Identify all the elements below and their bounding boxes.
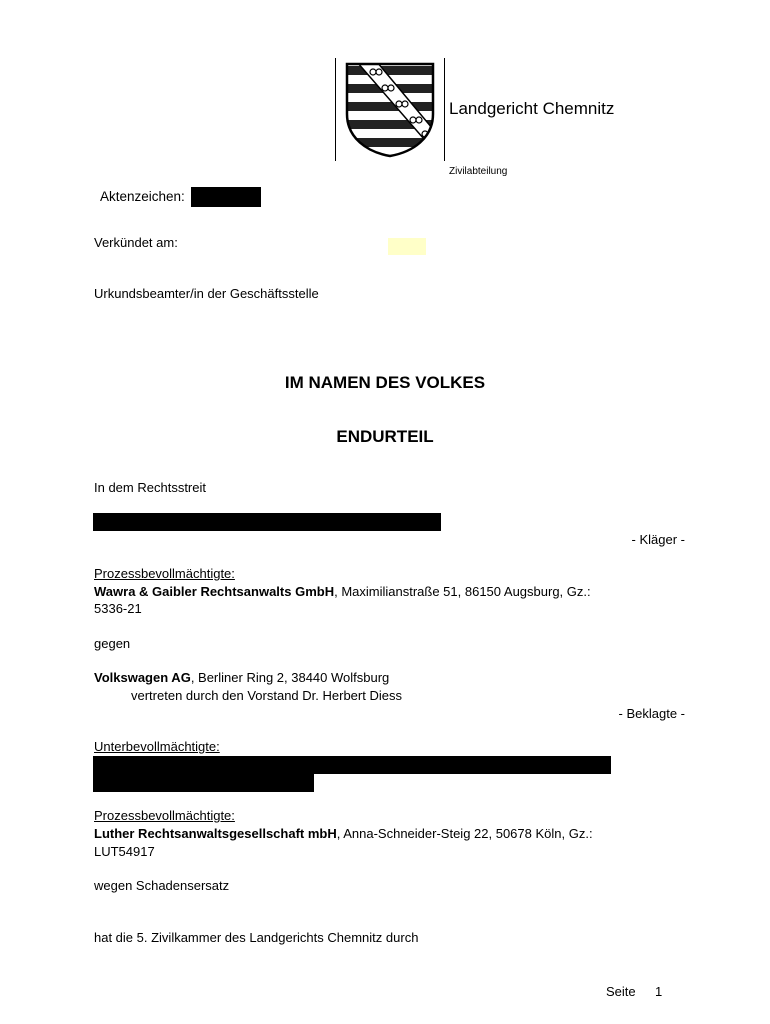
defendant-counsel-address: , Anna-Schneider-Steig 22, 50678 Köln, Gz.: bbox=[336, 826, 593, 841]
plaintiff-redaction bbox=[93, 513, 441, 531]
plaintiff-counsel-label: Prozessbevollmächtigte: bbox=[94, 566, 235, 581]
clerk-label: Urkundsbeamter/in der Geschäftsstelle bbox=[94, 286, 319, 301]
versus-label: gegen bbox=[94, 636, 131, 651]
sub-counsel-redaction-2 bbox=[93, 774, 314, 792]
court-division: Zivilabteilung bbox=[449, 166, 508, 177]
file-number-label: Aktenzeichen: bbox=[100, 189, 185, 204]
case-subject: wegen Schadensersatz bbox=[94, 878, 230, 893]
file-number-redaction bbox=[191, 187, 261, 207]
defendant-counsel-name: Luther Rechtsanwaltsgesellschaft mbH bbox=[94, 826, 337, 841]
saxony-coat-of-arms-icon bbox=[343, 62, 437, 158]
defendant-address: , Berliner Ring 2, 38440 Wolfsburg bbox=[190, 670, 390, 685]
announced-date-highlight bbox=[388, 238, 426, 255]
sub-counsel-label: Unterbevollmächtigte: bbox=[94, 739, 220, 754]
page-label: Seite bbox=[606, 984, 636, 999]
plaintiff-role: - Kläger - bbox=[631, 532, 685, 547]
sub-counsel-redaction-1 bbox=[93, 756, 611, 774]
plaintiff-counsel-ref: 5336-21 bbox=[94, 601, 142, 616]
chamber-line: hat die 5. Zivilkammer des Landgerichts Chemnitz durch bbox=[94, 930, 419, 945]
defendant-line bbox=[94, 670, 389, 685]
dispute-intro: In dem Rechtsstreit bbox=[94, 480, 206, 495]
defendant-counsel-line bbox=[94, 826, 593, 841]
document-subheading: ENDURTEIL bbox=[336, 427, 434, 446]
plaintiff-counsel-address: , Maximilianstraße 51, 86150 Augsburg, Gz.: bbox=[334, 584, 591, 599]
defendant-representative: vertreten durch den Vorstand Dr. Herbert Diess bbox=[131, 688, 402, 703]
plaintiff-counsel-line bbox=[94, 584, 591, 599]
header-rule-left bbox=[335, 58, 336, 161]
page-number: 1 bbox=[655, 984, 663, 999]
defendant-name: Volkswagen AG bbox=[94, 670, 191, 685]
document-heading: IM NAMEN DES VOLKES bbox=[284, 373, 486, 392]
plaintiff-counsel-name: Wawra & Gaibler Rechtsanwalts GmbH bbox=[94, 584, 335, 599]
defendant-counsel-ref: LUT54917 bbox=[94, 844, 155, 859]
defendant-role: - Beklagte - bbox=[618, 706, 685, 721]
header-rule-right bbox=[444, 58, 445, 161]
announced-label: Verkündet am: bbox=[94, 235, 178, 250]
court-name: Landgericht Chemnitz bbox=[449, 99, 615, 118]
defendant-counsel-label: Prozessbevollmächtigte: bbox=[94, 808, 235, 823]
